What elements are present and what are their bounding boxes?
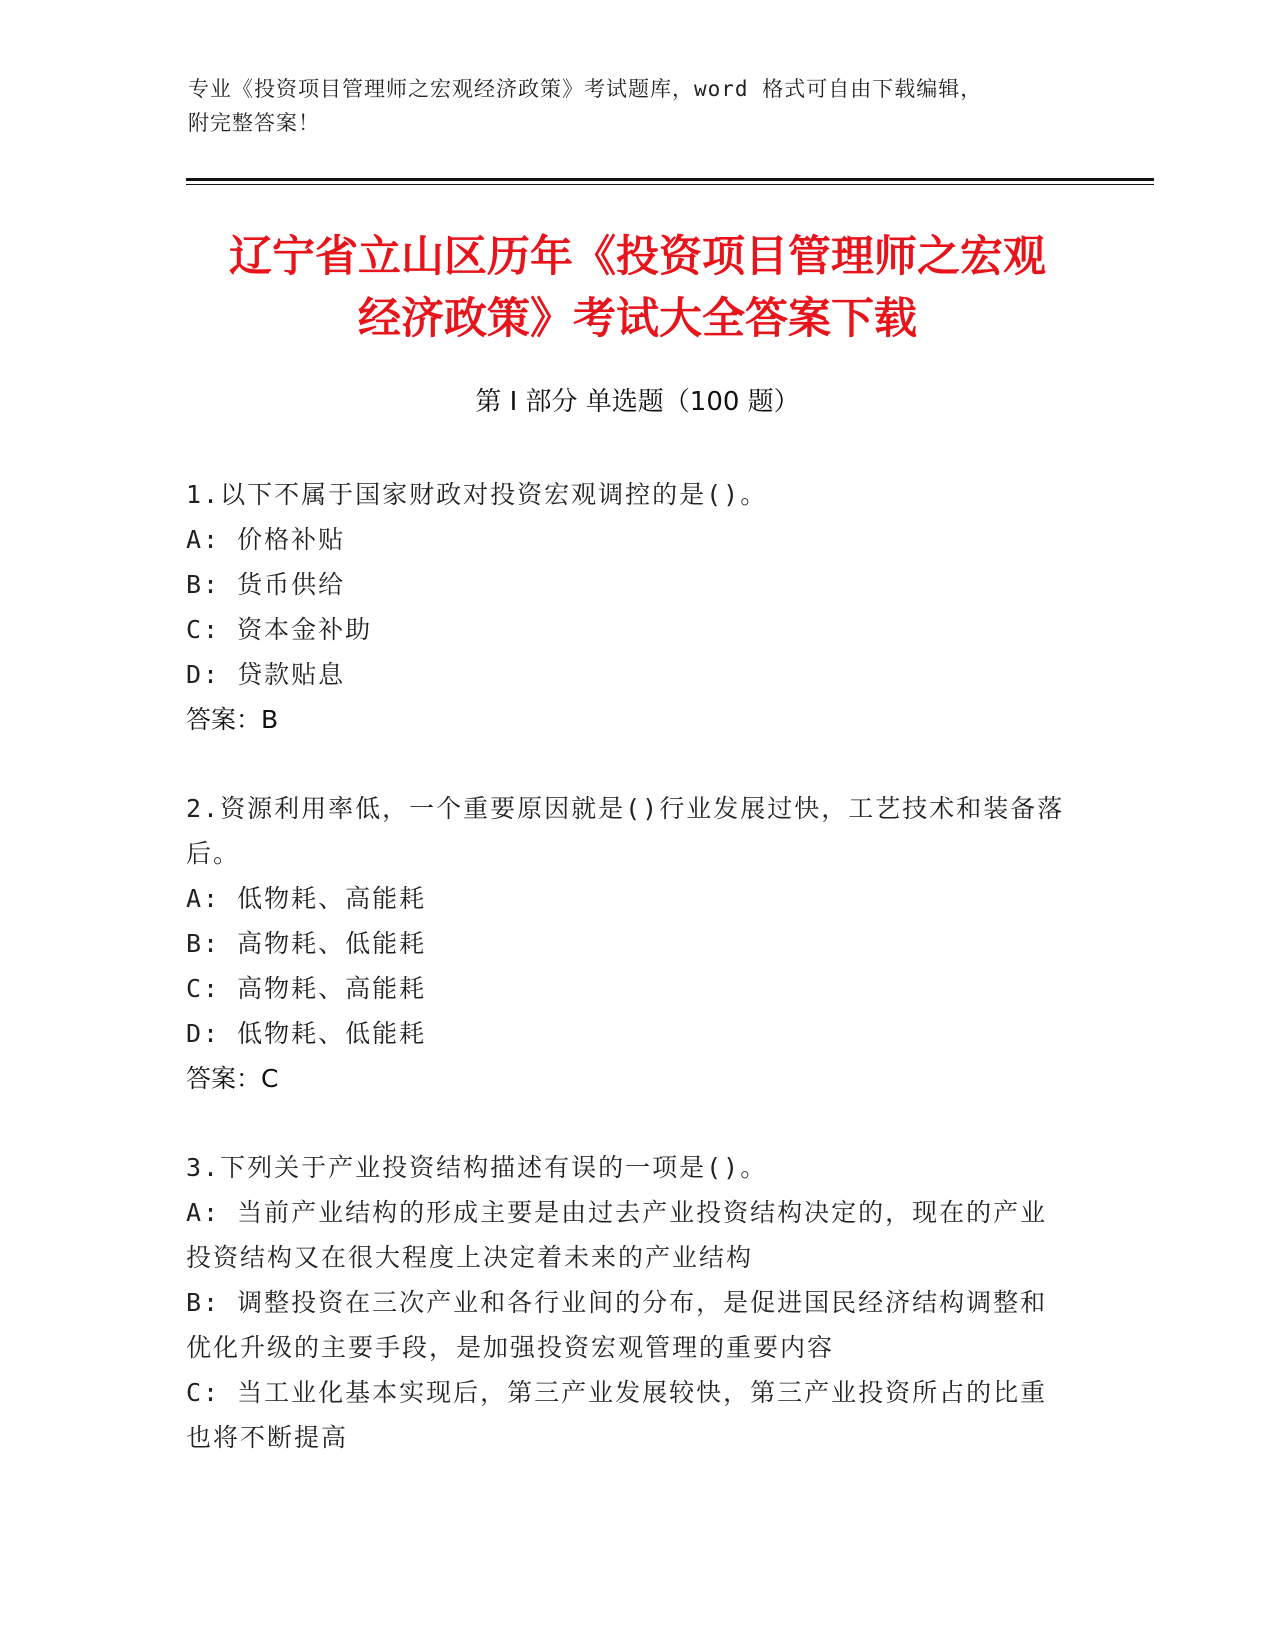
option-d: D: 低物耗、低能耗 (186, 1019, 427, 1048)
header-note (188, 72, 1088, 140)
section-title: 第 I 部分 单选题（100 题） (475, 387, 800, 417)
option-d: D: 贷款贴息 (186, 660, 346, 689)
option-b: B: 货币供给 (186, 570, 346, 599)
option-a: A: 当前产业结构的形成主要是由过去产业投资结构决定的，现在的产业投资结构又在很大程度上决定着未来的产业结构 (186, 1198, 1048, 1272)
answer: 答案：B (186, 705, 279, 734)
header-note-line-1: 专业《投资项目管理师之宏观经济政策》考试题库，word 格式可自由下载编辑， (188, 77, 983, 101)
option-b: B: 高物耗、低能耗 (186, 929, 427, 958)
option-b: B: 调整投资在三次产业和各行业间的分布，是促进国民经济结构调整和优化升级的主要手段，是加强投资宏观管理的重要内容 (186, 1288, 1048, 1362)
option-c: C: 当工业化基本实现后，第三产业发展较快，第三产业投资所占的比重也将不断提高 (186, 1378, 1048, 1452)
document-title-line-1: 辽宁省立山区历年《投资项目管理师之宏观 (229, 232, 1046, 282)
header-divider-thin (186, 184, 1154, 185)
option-c: C: 高物耗、高能耗 (186, 974, 427, 1003)
header-note-line-2: 附完整答案！ (188, 111, 320, 135)
question-stem: 3.下列关于产业投资结构描述有误的一项是()。 (186, 1153, 768, 1182)
question-stem: 1.以下不属于国家财政对投资宏观调控的是()。 (186, 480, 768, 509)
document-title-line-2: 经济政策》考试大全答案下载 (358, 294, 917, 344)
question-1 (186, 472, 1066, 742)
answer: 答案：C (186, 1064, 279, 1093)
option-a: A: 价格补贴 (186, 525, 346, 554)
question-2 (186, 786, 1066, 1101)
question-stem: 2.资源利用率低，一个重要原因就是()行业发展过快，工艺技术和装备落后。 (186, 794, 1065, 868)
header-divider-thick (186, 178, 1154, 181)
document-title (170, 226, 1105, 350)
option-a: A: 低物耗、高能耗 (186, 884, 427, 913)
question-list (186, 472, 1066, 1504)
question-3 (186, 1145, 1066, 1460)
option-c: C: 资本金补助 (186, 615, 373, 644)
